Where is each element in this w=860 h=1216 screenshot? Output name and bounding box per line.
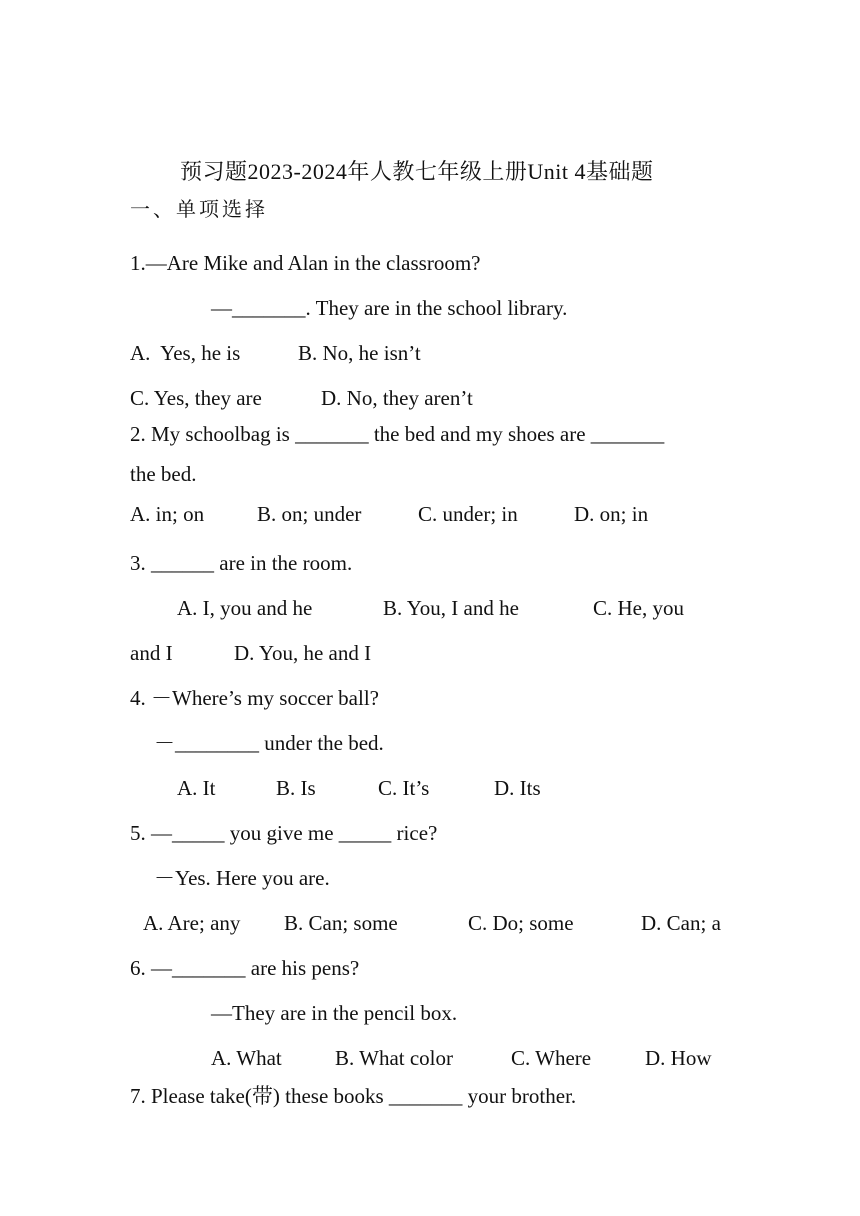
question-3-stem: 3. ______ are in the room. — [130, 551, 353, 575]
question-6-option-b: B. What color — [335, 1046, 454, 1070]
question-5-option-a: A. Are; any — [143, 911, 241, 935]
question-5-option-d: D. Can; a — [641, 911, 721, 935]
question-5-answer-line: －Yes. Here you are. — [154, 866, 330, 890]
question-6-option-d: D. How — [645, 1046, 712, 1070]
question-6-stem: 6. —_______ are his pens? — [130, 956, 360, 980]
question-3-option-d: D. You, he and I — [234, 641, 372, 665]
question-4-option-c: C. It’s — [378, 776, 430, 800]
question-2-option-c: C. under; in — [418, 502, 518, 526]
question-3-option-a: A. I, you and he — [177, 596, 313, 620]
question-6-answer-line: —They are in the pencil box. — [211, 1001, 458, 1025]
question-4-stem: 4. －Where’s my soccer ball? — [130, 686, 379, 710]
question-2-option-b: B. on; under — [257, 502, 362, 526]
question-1-answer-line: —_______. They are in the school library. — [211, 296, 568, 320]
question-2-stem-line-1: 2. My schoolbag is _______ the bed and my shoes are _______ — [130, 422, 665, 446]
page-title: 预习题2023-2024年人教七年级上册Unit 4基础题 — [180, 159, 654, 184]
question-4-option-a: A. It — [177, 776, 216, 800]
question-5-option-c: C. Do; some — [468, 911, 574, 935]
question-1-option-b: B. No, he isn’t — [298, 341, 421, 365]
question-1-option-a: A. Yes, he is — [130, 341, 241, 365]
question-5-stem: 5. —_____ you give me _____ rice? — [130, 821, 438, 845]
question-4-option-b: B. Is — [276, 776, 316, 800]
question-6-option-a: A. What — [211, 1046, 282, 1070]
question-4-option-d: D. Its — [494, 776, 541, 800]
question-1-option-c: C. Yes, they are — [130, 386, 262, 410]
question-3-option-b: B. You, I and he — [383, 596, 519, 620]
question-1-option-d: D. No, they aren’t — [321, 386, 473, 410]
question-6-option-c: C. Where — [511, 1046, 592, 1070]
question-2-option-a: A. in; on — [130, 502, 205, 526]
question-7-stem: 7. Please take(带) these books _______ your brother. — [130, 1084, 577, 1108]
section-heading: 一、单项选择 — [130, 199, 268, 221]
question-5-option-b: B. Can; some — [284, 911, 398, 935]
question-4-answer-line: －________ under the bed. — [154, 731, 384, 755]
question-3-option-c: C. He, you — [593, 596, 684, 620]
question-2-option-d: D. on; in — [574, 502, 649, 526]
question-3-option-c-cont: and I — [130, 641, 173, 665]
question-2-stem-line-2: the bed. — [130, 462, 197, 486]
question-1-stem: 1.—Are Mike and Alan in the classroom? — [130, 251, 481, 275]
